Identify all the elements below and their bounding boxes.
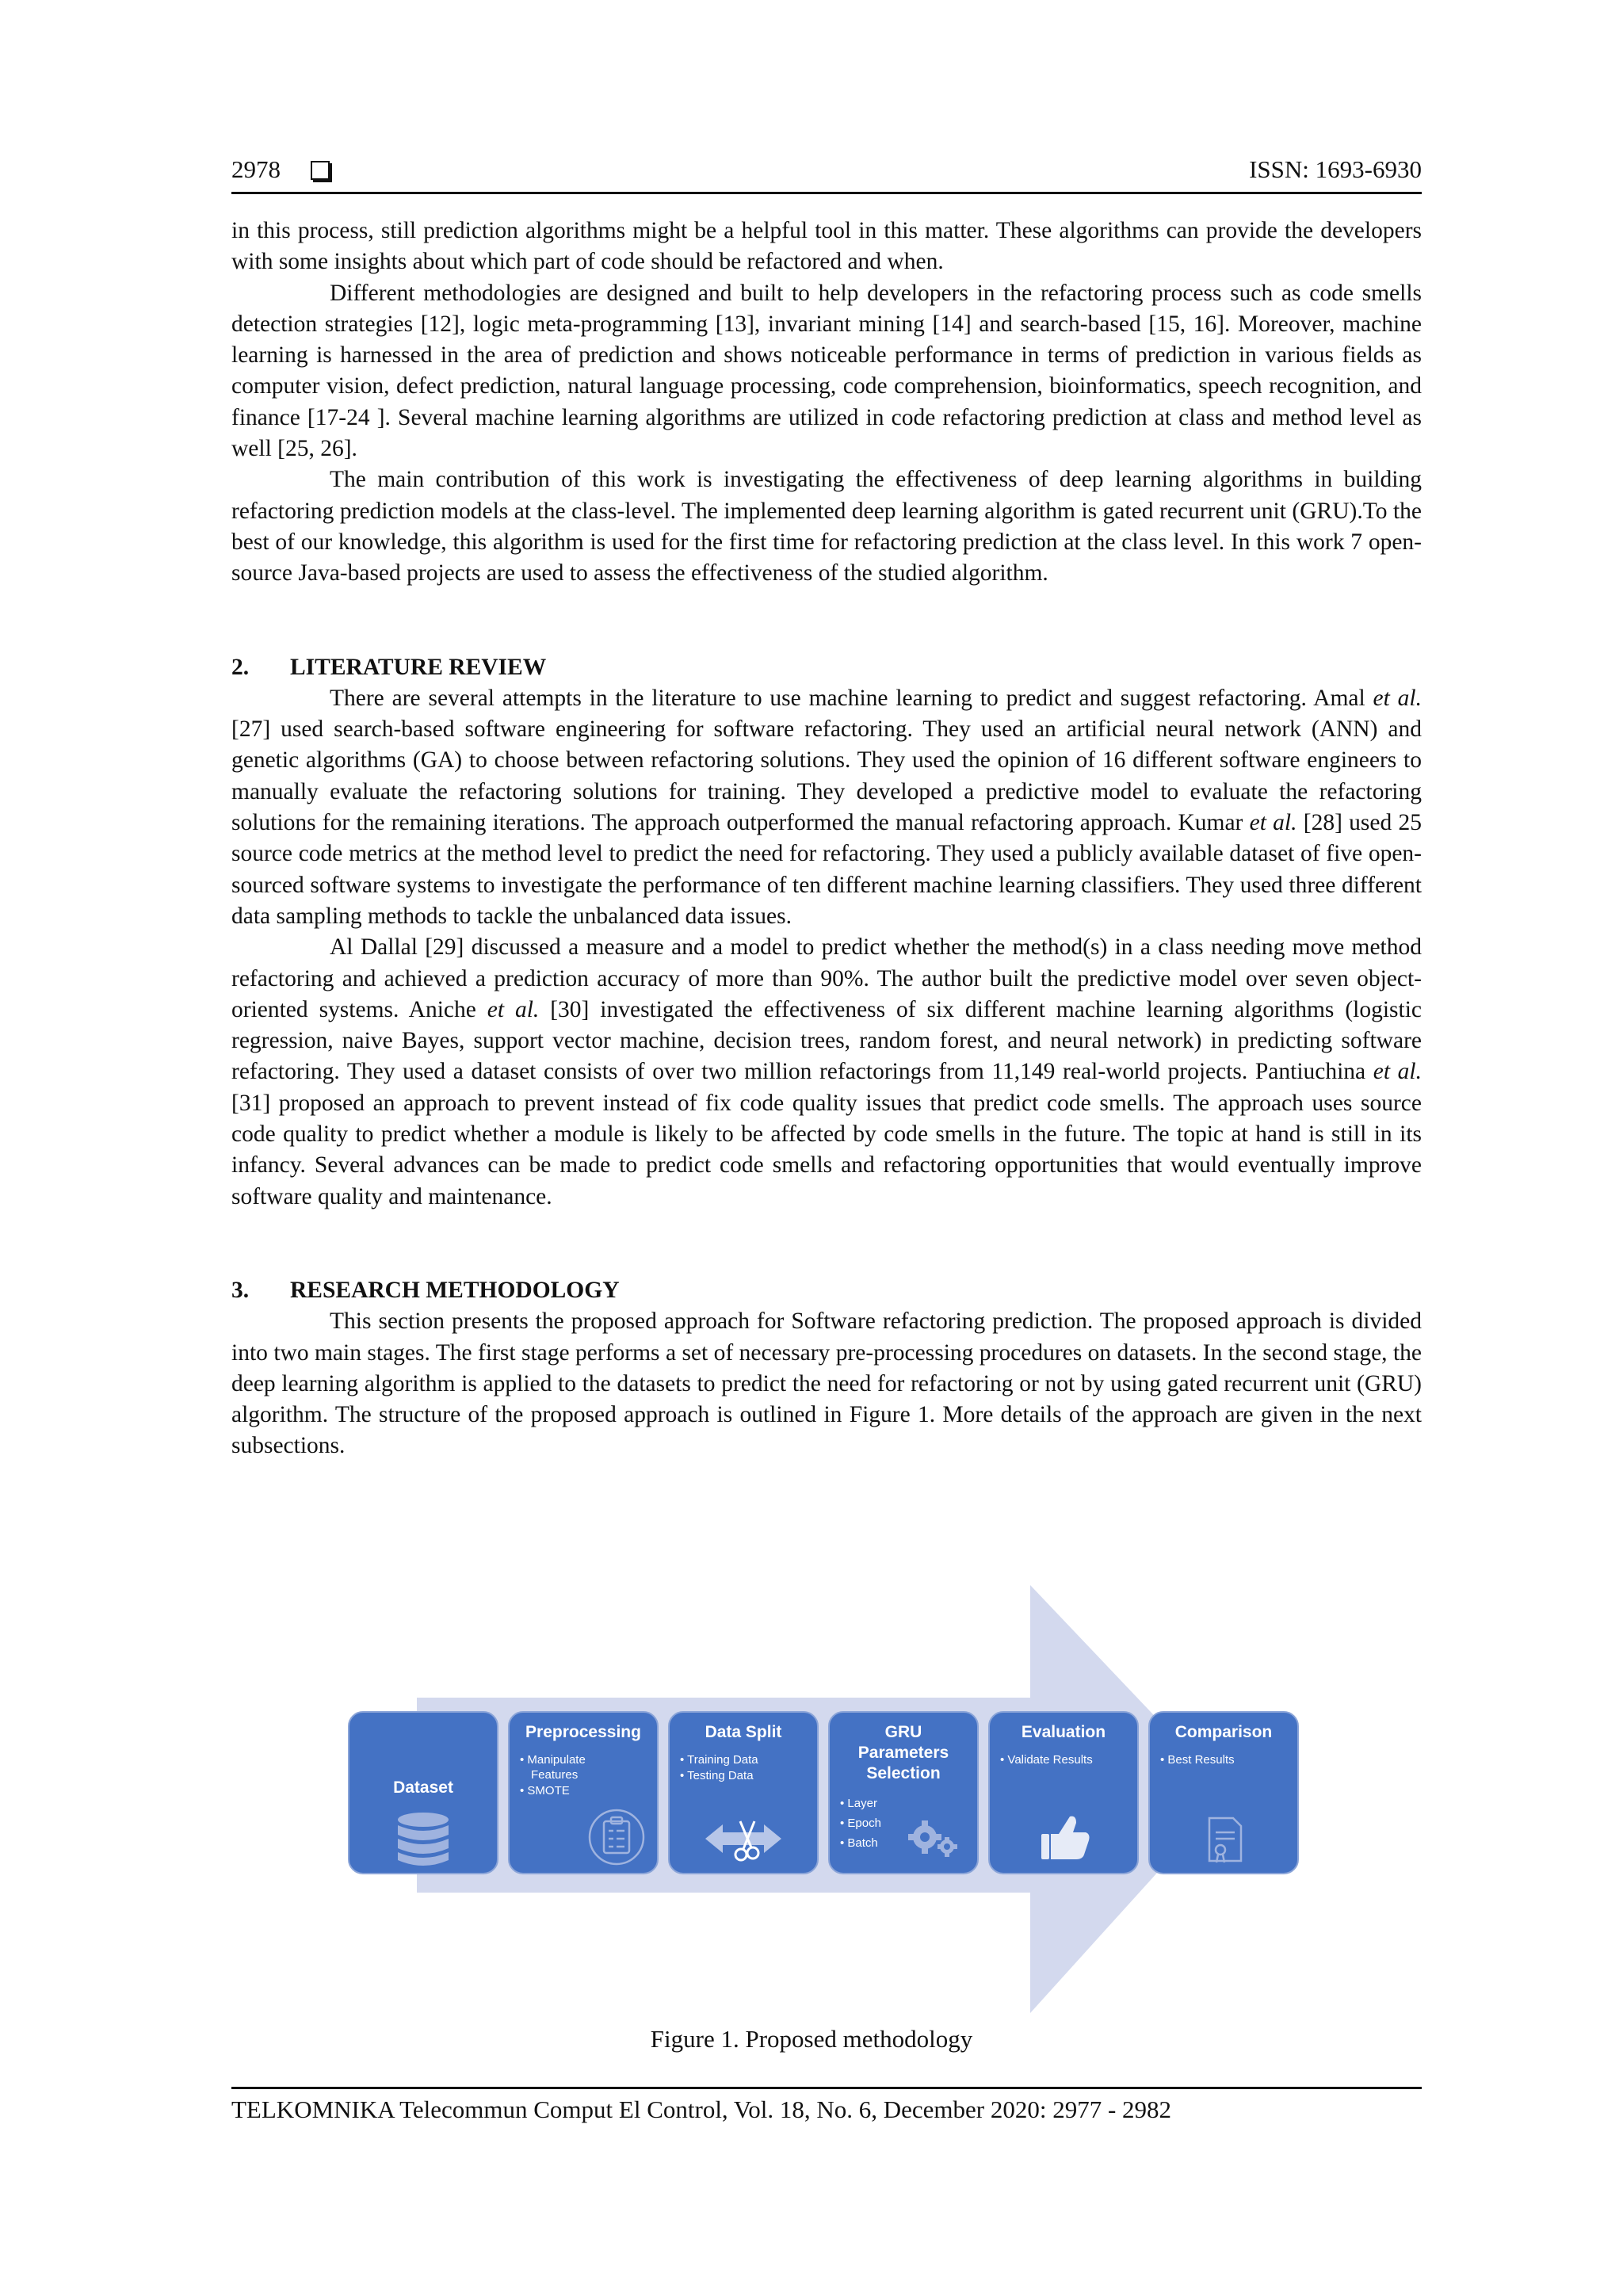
stage-title: Comparison xyxy=(1174,1723,1273,1741)
issn: ISSN: 1693-6930 xyxy=(1249,155,1422,183)
section-title: RESEARCH METHODOLOGY xyxy=(290,1277,620,1303)
footer-citation: TELKOMNIKA Telecommun Comput El Control, Vol. 18, No. 6, December 2020: 2977 - 2982 xyxy=(231,2095,1172,2123)
spacer xyxy=(231,1213,1422,1275)
stage-title: Dataset xyxy=(393,1778,453,1797)
bullet: • Testing Data xyxy=(680,1769,754,1782)
section-number: 3. xyxy=(231,1277,250,1303)
stage-title-line: Parameters xyxy=(857,1744,949,1762)
footer-rule xyxy=(231,2087,1422,2089)
intro-paragraph-1: in this process, still prediction algorithms might be a helpful tool in this matter. These algorithms can provide the developers with some insights about which part of code should be refactored and when. xyxy=(231,218,1422,275)
stage-box-dataset xyxy=(349,1712,498,1874)
bullet-continuation: Features xyxy=(531,1768,579,1782)
checkbox-square-icon xyxy=(311,161,330,180)
stage-box-evaluation xyxy=(989,1712,1138,1874)
bullet: • Layer xyxy=(840,1797,877,1810)
bullet: • Training Data xyxy=(680,1753,758,1767)
section-heading-3 xyxy=(231,1275,1422,1306)
methodology-paragraph-1: This section presents the proposed approach for Software refactoring prediction. The proposed approach is divided into two main stages. The first stage performs a set of necessary pre-processing procedures on datasets. In the second stage, the deep learning algorithm is applied to the datasets to predict the need for refactoring or not by using gated recurrent unit (GRU) algorithm. The structure of the proposed approach is outlined in Figure 1. More details of the approach are given in the next subsections. xyxy=(231,1308,1422,1459)
bullet: • Batch xyxy=(840,1836,878,1850)
stage-title: Data Split xyxy=(705,1723,782,1741)
stage-title: Preprocessing xyxy=(525,1723,641,1741)
page-number: 2978 xyxy=(231,155,281,183)
methodology-figure xyxy=(341,1585,1316,2013)
section-title: LITERATURE REVIEW xyxy=(290,654,547,680)
stage-box-gru-parameters xyxy=(829,1712,978,1874)
intro-paragraph-3: The main contribution of this work is investigating the effectiveness of deep learning algorithms in building refactoring prediction models at the class-level. The implemented deep learning algorithm is gated recurrent unit (GRU).To the best of our knowledge, this algorithm is used for the first time for refactoring prediction at the class level. In this work 7 open-source Java-based projects are used to assess the effectiveness of the studied algorithm. xyxy=(231,467,1422,586)
bullet: • Best Results xyxy=(1160,1753,1235,1767)
bullet: • SMOTE xyxy=(520,1784,570,1797)
stage-box-data-split xyxy=(669,1712,818,1874)
bullet: • Manipulate xyxy=(520,1753,586,1767)
stage-title-line: GRU xyxy=(884,1723,922,1741)
literature-paragraph-2: Al Dallal [29] discussed a measure and a model to predict whether the method(s) in a class needing move method refactoring and achieved a prediction accuracy of more than 90%. The author built the predictive model over seven object-oriented systems. Aniche et al. [30] investigated the effectiveness of six different machine learning algorithms (logistic regression, naive Bayes, support vector machine, decision trees, random forest, and neural network) in predicting software refactoring. They used a dataset consists of over two million refactorings from 11,149 real-world projects. Pantiuchina et al. [31] proposed an approach to prevent instead of fix code quality issues that predict code smells. The approach uses source code quality to predict whether a module is likely to be affected by code smells in the future. The topic at hand is still in its infancy. Several advances can be made to predict code smells and refactoring opportunities that would eventually improve software quality and maintenance. xyxy=(231,934,1422,1209)
literature-paragraph-1: There are several attempts in the literature to use machine learning to predict and suggest refactoring. Amal et al. [27] used search-based software engineering for software refactoring. They used an artificial neural network (ANN) and genetic algorithms (GA) to choose between refactoring solutions. They used the opinion of 16 different software engineers to manually evaluate the refactoring solutions for training. They developed a predictive model to evaluate the refactoring solutions for the remaining iterations. The approach outperformed the manual refactoring approach. Kumar et al. [28] used 25 source code metrics at the method level to predict the need for refactoring. They used a publicly available dataset of five open-sourced software systems to investigate the performance of ten different machine learning classifiers. They used three different data sampling methods to tackle the unbalanced data issues. xyxy=(231,685,1422,929)
header-left xyxy=(231,155,330,184)
stage-box-preprocessing xyxy=(509,1712,658,1874)
bullet: • Validate Results xyxy=(1000,1753,1093,1767)
header-rule xyxy=(231,192,1422,194)
intro-paragraph-2: Different methodologies are designed and built to help developers in the refactoring process such as code smells detection strategies [12], logic meta-programming [13], invariant mining [14] and search-based [15, 16]. Moreover, machine learning is harnessed in the area of prediction and shows noticeable performance in terms of prediction in various fields as computer vision, defect prediction, natural language processing, code comprehension, bioinformatics, speech recognition, and finance [17-24 ]. Several machine learning algorithms are utilized in code refactoring prediction at class and method level as well [25, 26]. xyxy=(231,280,1422,462)
stage-title: Evaluation xyxy=(1021,1723,1106,1741)
body-text xyxy=(231,216,1422,1462)
figure-caption: Figure 1. Proposed methodology xyxy=(650,2025,973,2053)
spacer xyxy=(231,590,1422,652)
section-number: 2. xyxy=(231,654,250,680)
stage-title-line: Selection xyxy=(866,1764,941,1782)
bullet: • Epoch xyxy=(840,1817,881,1830)
section-heading-2 xyxy=(231,652,1422,683)
stage-box-comparison xyxy=(1149,1712,1298,1874)
page-header xyxy=(231,155,1422,187)
